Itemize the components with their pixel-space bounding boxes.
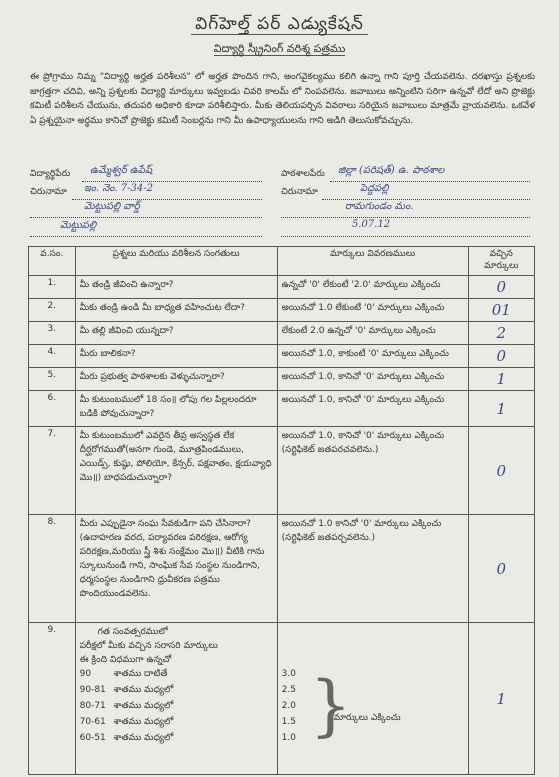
row-marks-grades bbox=[277, 623, 468, 775]
grade-sub2: ఈ క్రింది విధముగా ఉన్నచో bbox=[79, 655, 172, 665]
student-name-label: విద్యార్థిపేరు bbox=[30, 169, 71, 179]
grade-row: 70-61 శాతము మధ్యలో bbox=[79, 717, 174, 727]
table-row bbox=[29, 515, 535, 623]
row-number: 6. bbox=[29, 391, 76, 427]
row-number: 7. bbox=[29, 427, 76, 515]
row-question: మీకు తండ్రి ఉండి మీ బాధ్యత వహించుట లేదా? bbox=[75, 299, 277, 322]
table-row bbox=[29, 345, 535, 368]
row-marks-desc: అయినచో 1.0, కానిచో '0' మార్కులు ఎక్కించు bbox=[277, 391, 468, 427]
row-marks-desc: అయినచో 1.0, కానిచో '0' మార్కులు ఎక్కించు (సర్టిఫికెట్ జతపరచవలెను.) bbox=[277, 427, 468, 515]
row-score[interactable]: 1 bbox=[468, 623, 534, 775]
grade-marks-note: మార్కులు ఎక్కించు bbox=[333, 713, 401, 723]
brace-icon: } bbox=[309, 667, 352, 744]
intro-paragraph: ఈ ప్రోగ్రాము నిమ్న "విద్యార్థి అర్హత పరిశీలన" లో అర్హత పొందిన గాని, అంగవైకల్యము కలిగి ఉన్నా గాని పూర్తి చేయవలెను. దరఖాస్తు ప్రశ్నలకు జాగ్రత్తగా చదివి, అన్ని ప్రశ్నలకు విద్యార్థి మార్కులు ఇవ్వబడు చివరి కాలమ్ లో నింపవలెను. జవాబులు అన్నింటిని సరిగా ఉన్నవో లేదో అని ప్రొజెక్టు కమిటీ పరిశీలన చేయును, తదుపరి అధికారి కూడా పరిశీలిస్తారు. మీకు తెలియపర్చిన వివరాలు సరియైన జవాబులు మాత్రమే వ్రాయవలెను. ఒకవేళ ఏ ప్రశ్నయైనా అర్థము కానిచో ప్రొజెక్టు కమిటీ సెంబర్లను గాని మీ ఉపాధ్యాయులను గాని అడిగి తెలుసుకోవచ్చును. bbox=[30, 72, 535, 126]
header-question: ప్రశ్నలు మరియు వరిశీలన సంగతులు bbox=[75, 247, 277, 276]
grade-mark: 3.0 bbox=[281, 669, 296, 679]
row-question: మీ తండ్రి జీవించి ఉన్నారా? bbox=[75, 276, 277, 299]
table-row bbox=[29, 322, 535, 345]
header-score: వచ్చిన మార్కులు bbox=[468, 247, 534, 276]
grade-mark: 2.0 bbox=[281, 701, 296, 711]
row-marks-desc: అయినచో 1.0, కానిచో '0' మార్కులు ఎక్కించు bbox=[277, 368, 468, 391]
address-label: చిరునామా bbox=[30, 187, 67, 197]
grade-sub1: పరీక్షలో మీకు వచ్చిన సరాసరి మార్కులు bbox=[79, 641, 218, 651]
form-subtitle: విద్యార్థి స్క్రీనింగ్ వరిశ్మ పత్రము bbox=[213, 42, 346, 55]
grade-mark: 1.0 bbox=[281, 733, 296, 743]
row-number: 8. bbox=[29, 515, 76, 623]
header-serial: వ.సం. bbox=[29, 247, 76, 276]
row-marks-desc: అయినచో 1.0 లేకుంటే '0' మార్కులు ఎక్కించు bbox=[277, 299, 468, 322]
row-number: 2. bbox=[29, 299, 76, 322]
row-question-grades bbox=[75, 623, 277, 775]
row-question: మీరు ప్రభుత్వ పాఠశాలకు వెళ్ళుచున్నారా? bbox=[75, 368, 277, 391]
address-line-2 bbox=[30, 217, 262, 218]
row-marks-desc: ఉన్నచో '0' లేకుంటే '2.0' మార్కులు ఎక్కించు bbox=[277, 276, 468, 299]
table-row bbox=[29, 276, 535, 299]
grade-title: గత సంవత్సరములో bbox=[97, 627, 168, 637]
table-row bbox=[29, 368, 535, 391]
row-question: మీ తల్లి జీవించి యున్నదా? bbox=[75, 322, 277, 345]
table-row bbox=[29, 623, 535, 775]
row-question: మీ కుటుంబములో 18 సం॥ లోపు గల పిల్లలందరూ బడికి పోవుచున్నారా? bbox=[75, 391, 277, 427]
row-score[interactable]: 1 bbox=[468, 368, 534, 391]
row-question: మీ కుటుంబములో ఎవరైన తీవ్ర అస్వస్థత లేక దీర్ఘరోగముతో(అనగా గుండె, మూత్రపిండములు, ఎయిడ్స్, కుష్ఠు, పోలియో, కేన్సర్, పక్షవాతం, క్షయవ్యాధి మొ॥) బాధపడుచున్నారా? bbox=[75, 427, 277, 515]
row-number: 5. bbox=[29, 368, 76, 391]
school-label: పాఠశాలపేరు bbox=[281, 169, 325, 179]
address2-line-2 bbox=[281, 217, 530, 218]
table-row bbox=[29, 427, 535, 515]
row-marks-desc: అయినచో 1.0, కాకుంటే '0' మార్కులు ఎక్కించు bbox=[277, 345, 468, 368]
screening-table bbox=[28, 246, 535, 775]
table-row bbox=[29, 391, 535, 427]
grade-mark: 1.5 bbox=[281, 717, 296, 727]
table-row bbox=[29, 299, 535, 322]
row-score[interactable]: 0 bbox=[468, 427, 534, 515]
grade-row: 60-51 శాతము మధ్యలో bbox=[79, 733, 174, 743]
row-score[interactable]: 01 bbox=[468, 299, 534, 322]
grade-row: 90 శాతము దాటితే bbox=[79, 669, 168, 679]
address-line-3 bbox=[30, 236, 262, 237]
table-header-row bbox=[29, 247, 535, 276]
row-score[interactable]: 2 bbox=[468, 322, 534, 345]
row-number: 3. bbox=[29, 322, 76, 345]
form-title: విగ్‌హెల్త్ పర్ ఎడ్యుకేషన్ bbox=[0, 14, 559, 38]
form-page: విగ్‌హెల్త్ పర్ ఎడ్యుకేషన్ విద్యార్థి స్క్రీనింగ్ వరిశ్మ పత్రము ఈ ప్రోగ్రాము నిమ్న "విద్యార్థి అర్హత పరిశీలన" లో అర్హత పొందిన గాని, అంగవైకల్యము కలిగి ఉన్నా గాని పూర్తి చేయవలెను. దరఖాస్తు ప్రశ్నలకు జాగ్రత్తగా చదివి, అన్ని ప్రశ్నలకు విద్యార్థి మార్కులు ఇవ్వబడు చివరి కాలమ్ లో నింపవలెను. జవాబులు అన్నింటిని సరిగా ఉన్నవో లేదో అని ప్రొజెక్టు కమిటీ పరిశీలన చేయును, తదుపరి అధికారి కూడా పరిశీలిస్తారు. మీకు తెలియపర్చిన వివరాలు సరియైన జవాబులు మాత్రమే వ్రాయవలెను. ఒకవేళ ఏ ప్రశ్నయైనా అర్థము కానిచో ప్రొజెక్టు కమిటీ సెంబర్లను గాని మీ ఉపాధ్యాయులను గాని అడిగి తెలుసుకోవచ్చును. విద్యార్థిపేరు ఉమ్మేశ్వర్ ఉపేష్ పాఠశాలపేరు జిల్లా (పరిషత్) ఉ. పాఠశాల చిరునామా ఇం. నెం. 7-34-2 చిరునామా పెద్దపల్లి మెట్టుపల్లి వార్డ్ రామగుండం మం. మెట్టుపల్లి 5.07.12 వ.సం. ప్రశ్నలు మరియు వరిశీలన సంగతులు మార్కులు వివరణములు వచ్చిన మార్కులు 1. మీ తండ్రి జీవించి ఉన్నారా? ఉన్నచో '0' లేకుంటే '2.0' మార్కులు ఎక్కించు 0 2. మీకు తండ్రి ఉండి మీ బాధ్యత వహించుట లేదా? అయినచో 1.0 లేకుంటే '0' మార్కులు ఎక్కించు 01 3. మీ తల్లి జీవించి యున్నదా? లేకుంటే 2.0 ఉన్నచో '0' మార్కులు ఎక్కించు 2 4. మీరు బాలికనా? అయినచో 1.0, కాకుంటే '0' మార్కులు ఎక్కించు 0 5. మీరు ప్రభుత్వ పాఠశాలకు వెళ్ళుచున్నారా? అయినచో 1.0, కానిచో '0' మార్కులు ఎక్కించు 1 6. మీ కుటుంబములో 18 సం॥ లోపు గల పిల్లలందరూ బడికి పోవుచున్నారా? అయినచో 1.0, కానిచో '0' మార్కులు ఎక్కించు 1 7. మీ కుటుంబములో ఎవరైన తీవ్ర అస్వస్థత లేక దీర్ఘరోగముతో(అనగా గుండె, మూత్రపిండములు, ఎయిడ్స్, కుష్ఠు, పోలియో, కేన్సర్, పక్షవాతం, క్షయవ్యాధి మొ॥) బాధపడుచున్నారా? అయినచో 1.0, కానిచో '0' మార్కులు ఎక్కించు (సర్టిఫికెట్ జతపరచవలెను.) 0 8. మీరు ఎప్పుడైనా సంఘ సేవకుడిగా పని చేసినారా? (ఉదాహరణ వరద, పర్యావరణ పరిరక్షణ, ఆరోగ్య పరిరక్షణ,మరియు స్త్రీ శిశు సంక్షేమం మొ॥) వీటికి గాను స్కూలునుండి గాని, సాంఘిక సేవ సంస్థల నుండిగాని, ధర్మసంస్థల నుండిగాని ధ్రువీకరణ పత్రము పొందియుండవలెను. అయినచో 1.0 కానిచో '0' మార్కులు ఎక్కించు (సర్టిఫికెట్ జతపర్చవలెను.) 0 9. గత సంవత్సరములో పరీక్షలో మీకు వచ్చిన సరాసరి మార్కులు ఈ క్రింది విధముగా ఉన్నచో 90 శాతము దాటితే 90-81 శాతము మధ్యలో 80-71 శాతము మధ్యలో 70-61 శాతము మధ్యలో 60-51 శాతము మధ్యలో 3.0 2.5 2.0 1.5 1.0 } మార్కులు ఎక్కించు 1 bbox=[0, 0, 559, 777]
header-marks-desc: మార్కులు వివరణములు bbox=[277, 247, 468, 276]
row-number: 9. bbox=[29, 623, 76, 775]
row-marks-desc: అయినచో 1.0 కానిచో '0' మార్కులు ఎక్కించు (సర్టిఫికెట్ జతపర్చవలెను.) bbox=[277, 515, 468, 623]
grade-row: 90-81 శాతము మధ్యలో bbox=[79, 685, 174, 695]
row-score[interactable]: 1 bbox=[468, 391, 534, 427]
row-marks-desc: లేకుంటే 2.0 ఉన్నచో '0' మార్కులు ఎక్కించు bbox=[277, 322, 468, 345]
row-score[interactable]: 0 bbox=[468, 515, 534, 623]
address2-line-3 bbox=[281, 236, 530, 237]
grade-mark: 2.5 bbox=[281, 685, 296, 695]
row-question: మీరు బాలికనా? bbox=[75, 345, 277, 368]
row-score[interactable]: 0 bbox=[468, 345, 534, 368]
row-score[interactable]: 0 bbox=[468, 276, 534, 299]
grade-row: 80-71 శాతము మధ్యలో bbox=[79, 701, 174, 711]
row-question: మీరు ఎప్పుడైనా సంఘ సేవకుడిగా పని చేసినారా? (ఉదాహరణ వరద, పర్యావరణ పరిరక్షణ, ఆరోగ్య పరిరక్షణ,మరియు స్త్రీ శిశు సంక్షేమం మొ॥) వీటికి గాను స్కూలునుండి గాని, సాంఘిక సేవ సంస్థల నుండిగాని, ధర్మసంస్థల నుండిగాని ధ్రువీకరణ పత్రము పొందియుండవలెను. bbox=[75, 515, 277, 623]
row-number: 4. bbox=[29, 345, 76, 368]
address2-label: చిరునామా bbox=[281, 187, 318, 197]
row-number: 1. bbox=[29, 276, 76, 299]
